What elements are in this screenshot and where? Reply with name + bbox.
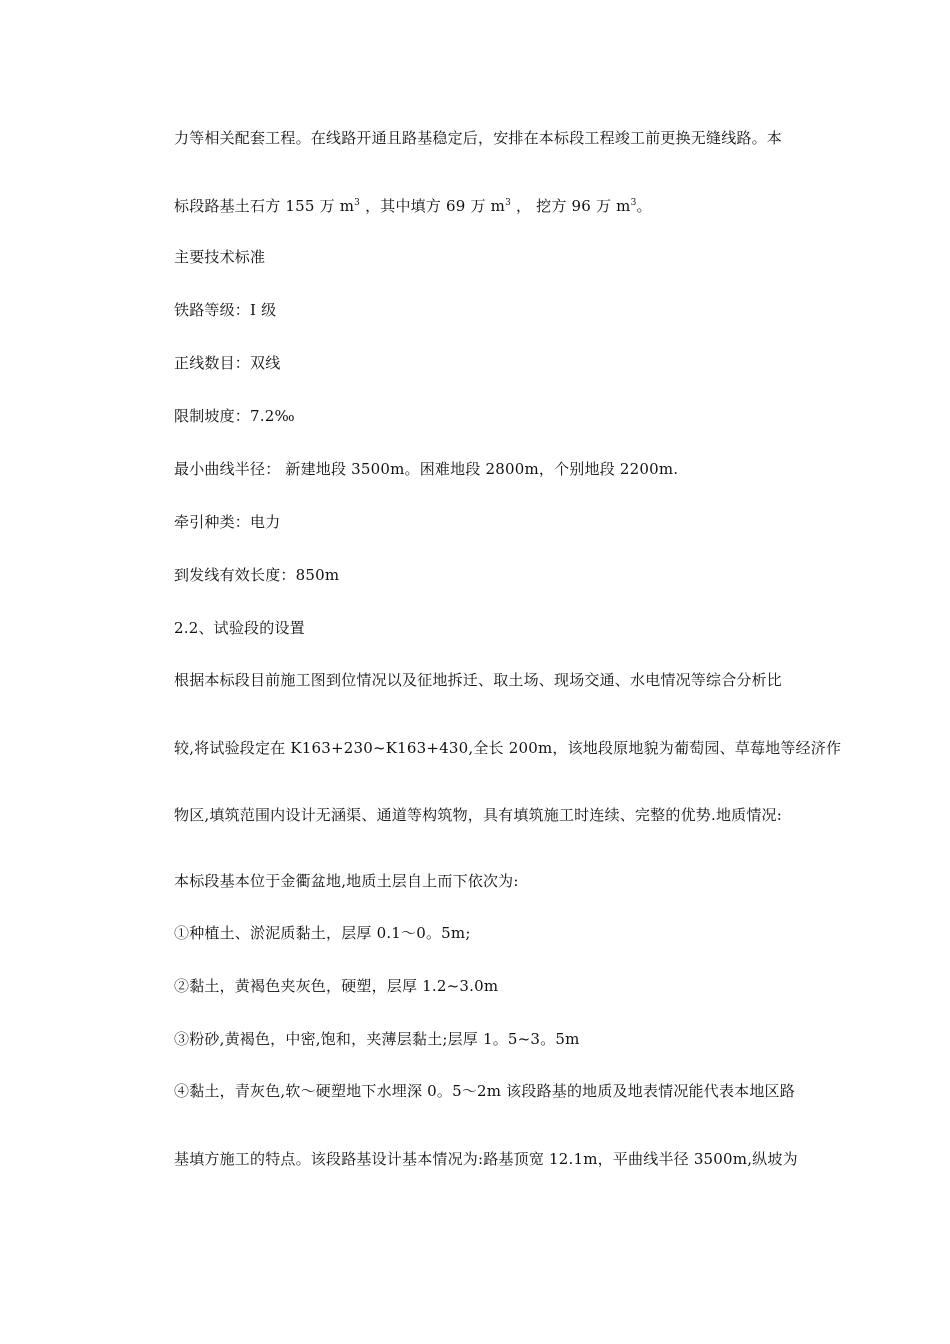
paragraph-line-2: 标段路基土石方 155 万 $m^3$ ，其中填方 69 万 $m^3$ ， 挖方 96 万 $m^3$。 <box>174 197 652 215</box>
standard-railway-grade: 铁路等级：I 级 <box>174 301 277 319</box>
soil-layer-3: ③粉砂,黄褐色，中密,饱和，夹薄层黏土;层厚 1。5~3。5m <box>174 1030 580 1048</box>
standard-siding-length: 到发线有效长度：850m <box>174 566 340 584</box>
paragraph-line-13: 物区,填筑范围内设计无涵渠、通道等构筑物，具有填筑施工时连续、完整的优势.地质情况: <box>174 806 782 824</box>
paragraph-line-11: 根据本标段目前施工图到位情况以及征地拆迁、取土场、现场交通、水电情况等综合分析比 <box>174 671 783 689</box>
soil-layer-2: ②黏土，黄褐色夹灰色，硬塑，层厚 1.2~3.0m <box>174 977 499 995</box>
soil-layer-1: ①种植土、淤泥质黏土，层厚 0.1～0。5m; <box>174 924 471 942</box>
paragraph-line-19: 基填方施工的特点。该段路基设计基本情况为:路基顶宽 12.1m，平曲线半径 3500m,纵坡为 <box>174 1150 798 1168</box>
standard-traction-type: 牵引种类：电力 <box>174 513 281 531</box>
section-heading-standards: 主要技术标准 <box>174 248 266 266</box>
standard-main-lines: 正线数目：双线 <box>174 354 281 372</box>
paragraph-line-12: 较,将试验段定在 K163+230~K163+430,全长 200m，该地段原地貌为葡萄园、草莓地等经济作 <box>174 739 842 757</box>
standard-ruling-gradient: 限制坡度：7.2‰ <box>174 407 295 425</box>
section-heading-test-section: 2.2、试验段的设置 <box>174 619 305 637</box>
standard-min-curve-radius: 最小曲线半径： 新建地段 3500m。困难地段 2800m，个别地段 2200m. <box>174 460 679 478</box>
paragraph-line-1: 力等相关配套工程。在线路开通且路基稳定后，安排在本标段工程竣工前更换无缝线路。本 <box>174 129 783 147</box>
paragraph-line-14: 本标段基本位于金衢盆地,地质土层自上而下依次为: <box>174 872 519 890</box>
soil-layer-4: ④黏土，青灰色,软～硬塑地下水埋深 0。5～2m 该段路基的地质及地表情况能代表本地区路 <box>174 1082 795 1100</box>
